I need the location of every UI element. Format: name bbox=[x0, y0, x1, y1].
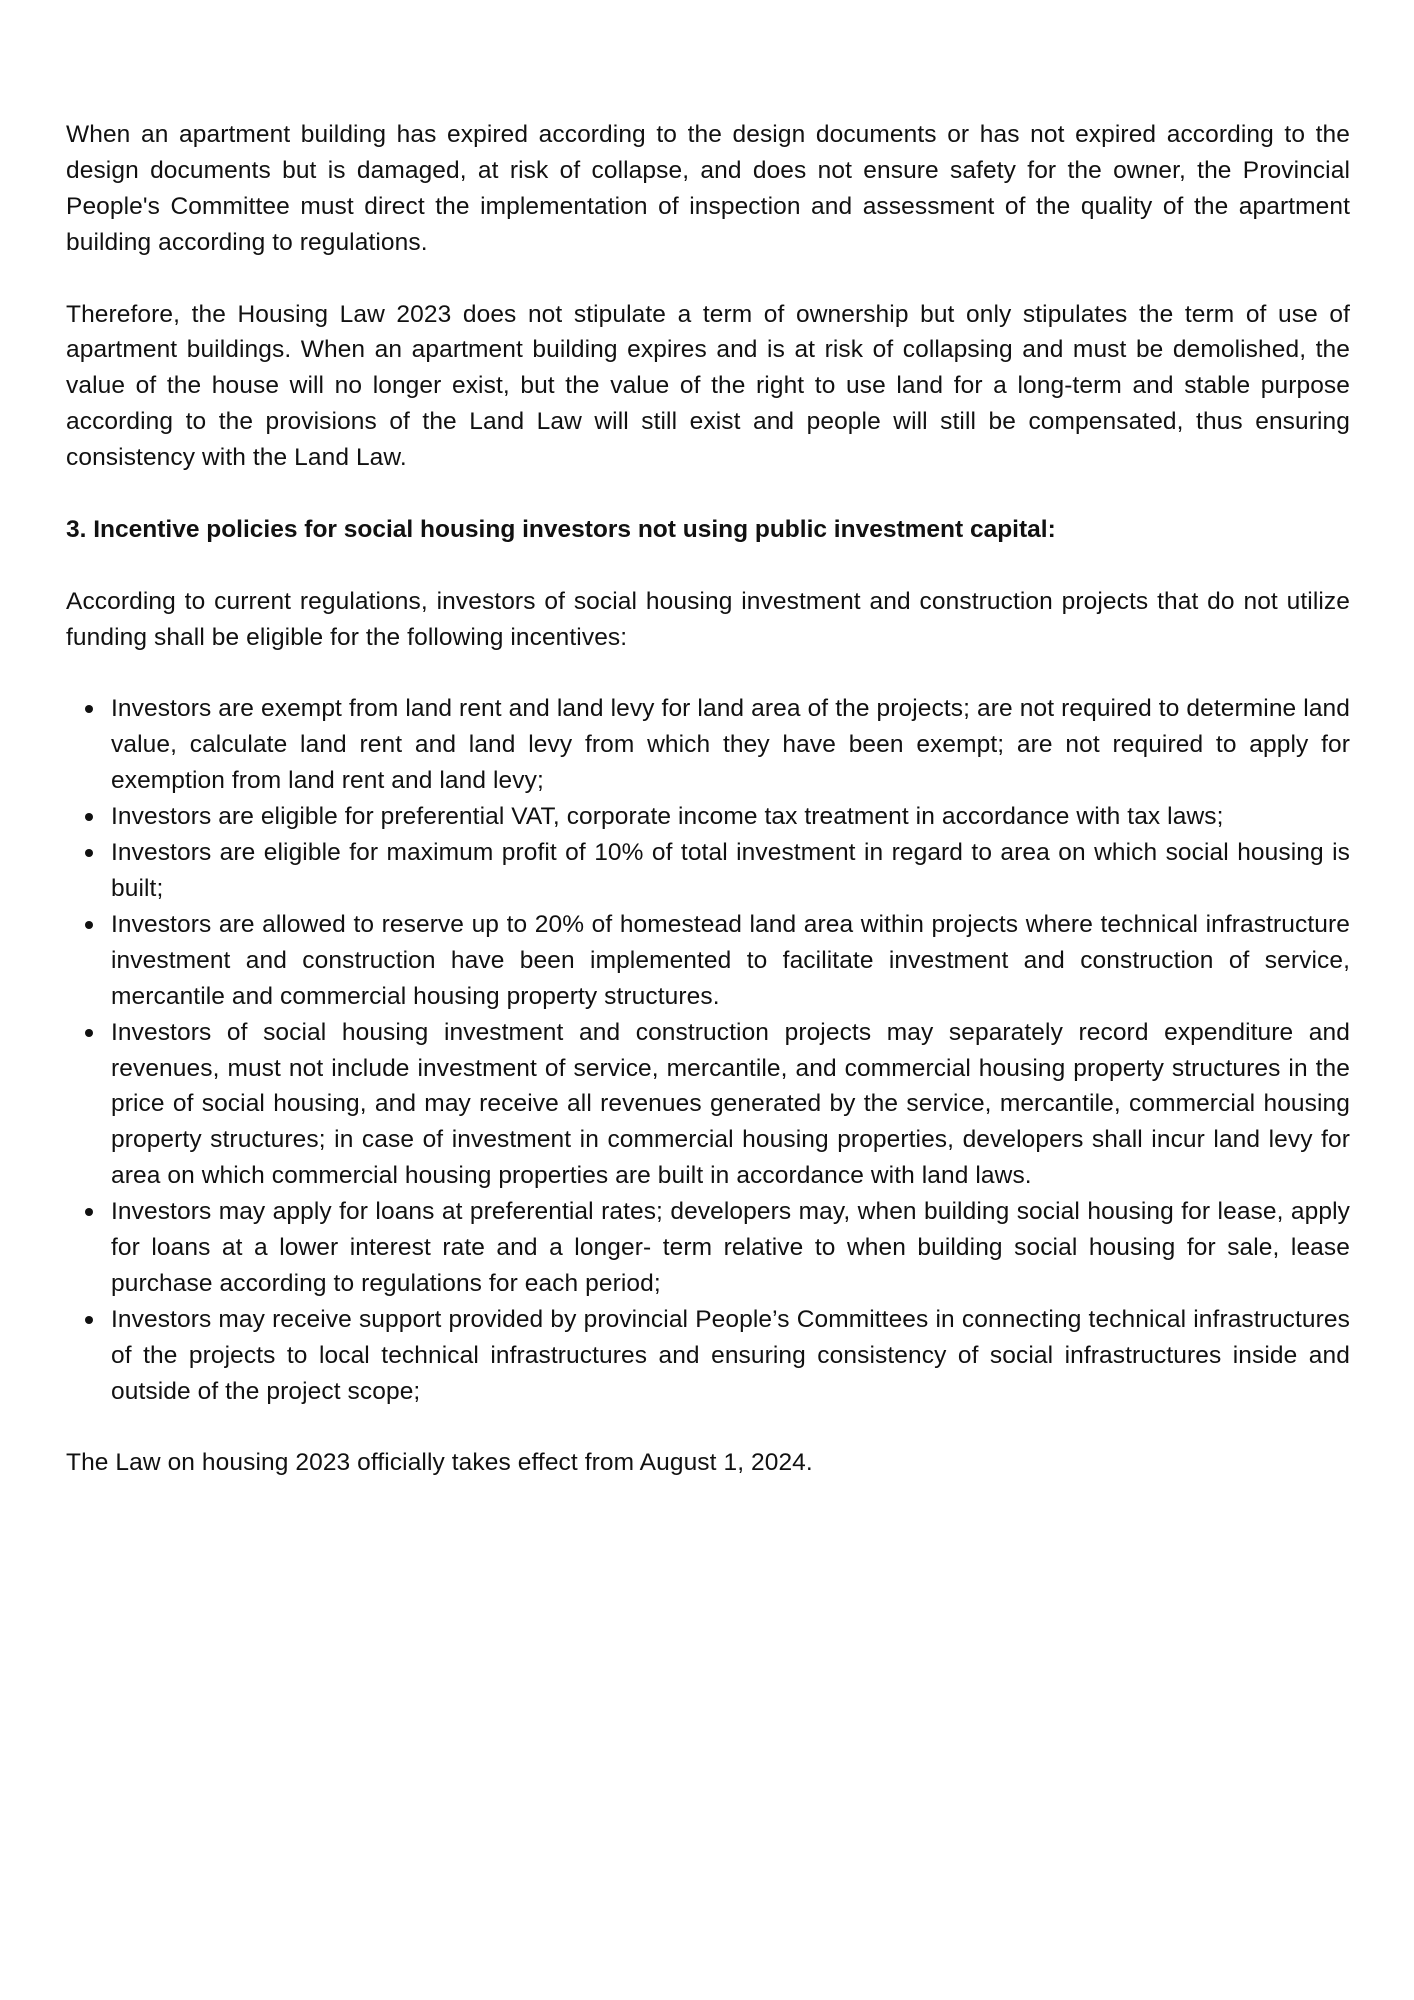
effective-date-paragraph: The Law on housing 2023 officially takes effect from August 1, 2024. bbox=[66, 1449, 813, 1477]
list-item bbox=[66, 799, 1350, 835]
bullet-icon bbox=[85, 1029, 93, 1037]
bullet-icon bbox=[85, 1316, 93, 1324]
list-item bbox=[66, 1302, 1350, 1410]
bullet-icon bbox=[85, 849, 93, 857]
list-item bbox=[66, 907, 1350, 1015]
list-item bbox=[66, 835, 1350, 907]
list-item bbox=[66, 691, 1350, 799]
section-intro-paragraph: According to current regulations, investors of social housing investment and construction projects that do not utilize funding shall be eligible for the following incentives: bbox=[66, 587, 1350, 651]
list-item bbox=[66, 1194, 1350, 1302]
list-item-text: Investors are allowed to reserve up to 20% of homestead land area within projects where technical infrastructure investment and construction have been implemented to facilitate investment and construction of service, mercantile and commercial housing property structures. bbox=[111, 910, 1350, 1010]
bullet-icon bbox=[85, 705, 93, 713]
bullet-icon bbox=[85, 813, 93, 821]
document-page bbox=[66, 117, 1350, 1481]
section-heading: 3. Incentive policies for social housing investors not using public investment capital: bbox=[66, 515, 1056, 543]
bullet-icon bbox=[85, 921, 93, 929]
list-item-text: Investors of social housing investment and construction projects may separately record expenditure and revenues, must not include investment of service, mercantile, and commercial housing property structures in the price of social housing, and may receive all revenues generated by the service, mercantile, commercial housing property structures; in case of investment in commercial housing properties, developers shall incur land levy for area on which commercial housing properties are built in accordance with land laws. bbox=[111, 1018, 1350, 1190]
list-item-text: Investors are eligible for maximum profit of 10% of total investment in regard to area on which social housing is built; bbox=[111, 839, 1350, 902]
list-item bbox=[66, 1015, 1350, 1195]
list-item-text: Investors are eligible for preferential VAT, corporate income tax treatment in accordance with tax laws; bbox=[111, 803, 1224, 831]
paragraph-term-of-use: Therefore, the Housing Law 2023 does not stipulate a term of ownership but only stipulates the term of use of apartment buildings. When an apartment building expires and is at risk of collapsing and must be demolished, the value of the house will no longer exist, but the value of the right to use land for a long-term and stable purpose according to the provisions of the Land Law will still exist and people will still be compensated, thus ensuring consistency with the Land Law. bbox=[66, 300, 1350, 472]
paragraph-apartment-expiry: When an apartment building has expired according to the design documents or has not expired according to the design documents but is damaged, at risk of collapse, and does not ensure safety for the owner, the Provincial People's Committee must direct the implementation of inspection and assessment of the quality of the apartment building according to regulations. bbox=[66, 121, 1350, 256]
incentives-list bbox=[66, 691, 1350, 1409]
list-item-text: Investors may receive support provided by provincial People’s Committees in connecting technical infrastructures of the projects to local technical infrastructures and ensuring consistency of social infrastructures inside and outside of the project scope; bbox=[111, 1305, 1350, 1405]
bullet-icon bbox=[85, 1208, 93, 1216]
list-item-text: Investors may apply for loans at preferential rates; developers may, when building social housing for lease, apply for loans at a lower interest rate and a longer- term relative to when building social housing for sale, lease purchase according to regulations for each period; bbox=[111, 1198, 1350, 1297]
list-item-text: Investors are exempt from land rent and land levy for land area of the projects; are not required to determine land value, calculate land rent and land levy from which they have been exempt; are not required to apply for exemption from land rent and land levy; bbox=[111, 695, 1350, 795]
